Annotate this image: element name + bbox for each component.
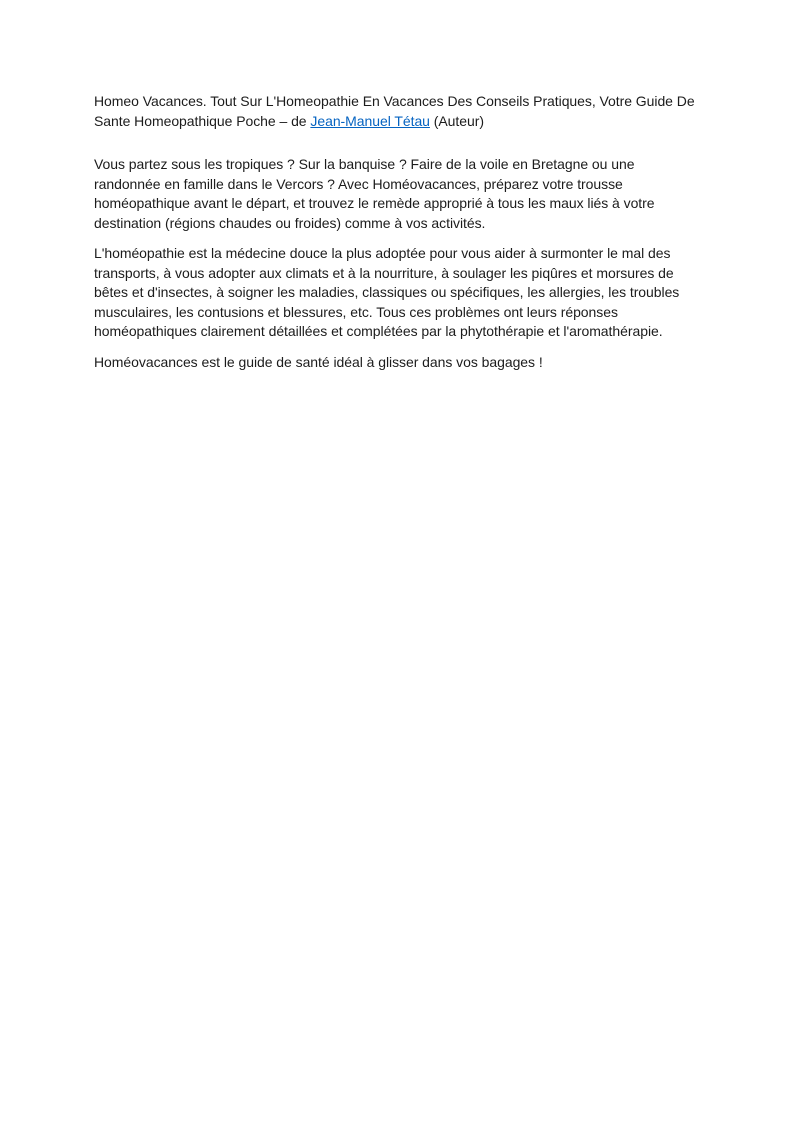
paragraph-description: L'homéopathie est la médecine douce la plus adoptée pour vous aider à surmonter le mal des transports, à vous adopter aux climats et à la nourriture, à soulager les piqûres et morsures de bêtes et d'insectes, à soigner les maladies, classiques ou spécifiques, les allergies, les troubles musculaires, les contusions et blessures, etc. Tous ces problèmes ont leurs réponses homéopathiques clairement détaillées et complétées par la phytothérapie et l'aromathérapie. [94, 245, 680, 339]
paragraph-intro: Vous partez sous les tropiques ? Sur la banquise ? Faire de la voile en Bretagne ou une randonnée en famille dans le Vercors ? Avec Homéovacances, préparez votre trousse homéopathique avant le départ, et trouvez le remède approprié à tous les maux liés à votre destination (régions chaudes ou froides) comme à vos activités. [94, 156, 655, 231]
book-title [94, 92, 702, 131]
author-role-text: (Auteur) [429, 112, 484, 129]
document-content [94, 92, 702, 372]
book-title-text: Homeo Vacances. Tout Sur L'Homeopathie En Vacances Des Conseils Pratiques, Votre Guide De Sante Homeopathique Poche – de [94, 93, 695, 129]
author-link[interactable]: Jean-Manuel Tétau [310, 112, 430, 129]
paragraph-conclusion: Homéovacances est le guide de santé idéal à glisser dans vos bagages ! [94, 353, 543, 370]
